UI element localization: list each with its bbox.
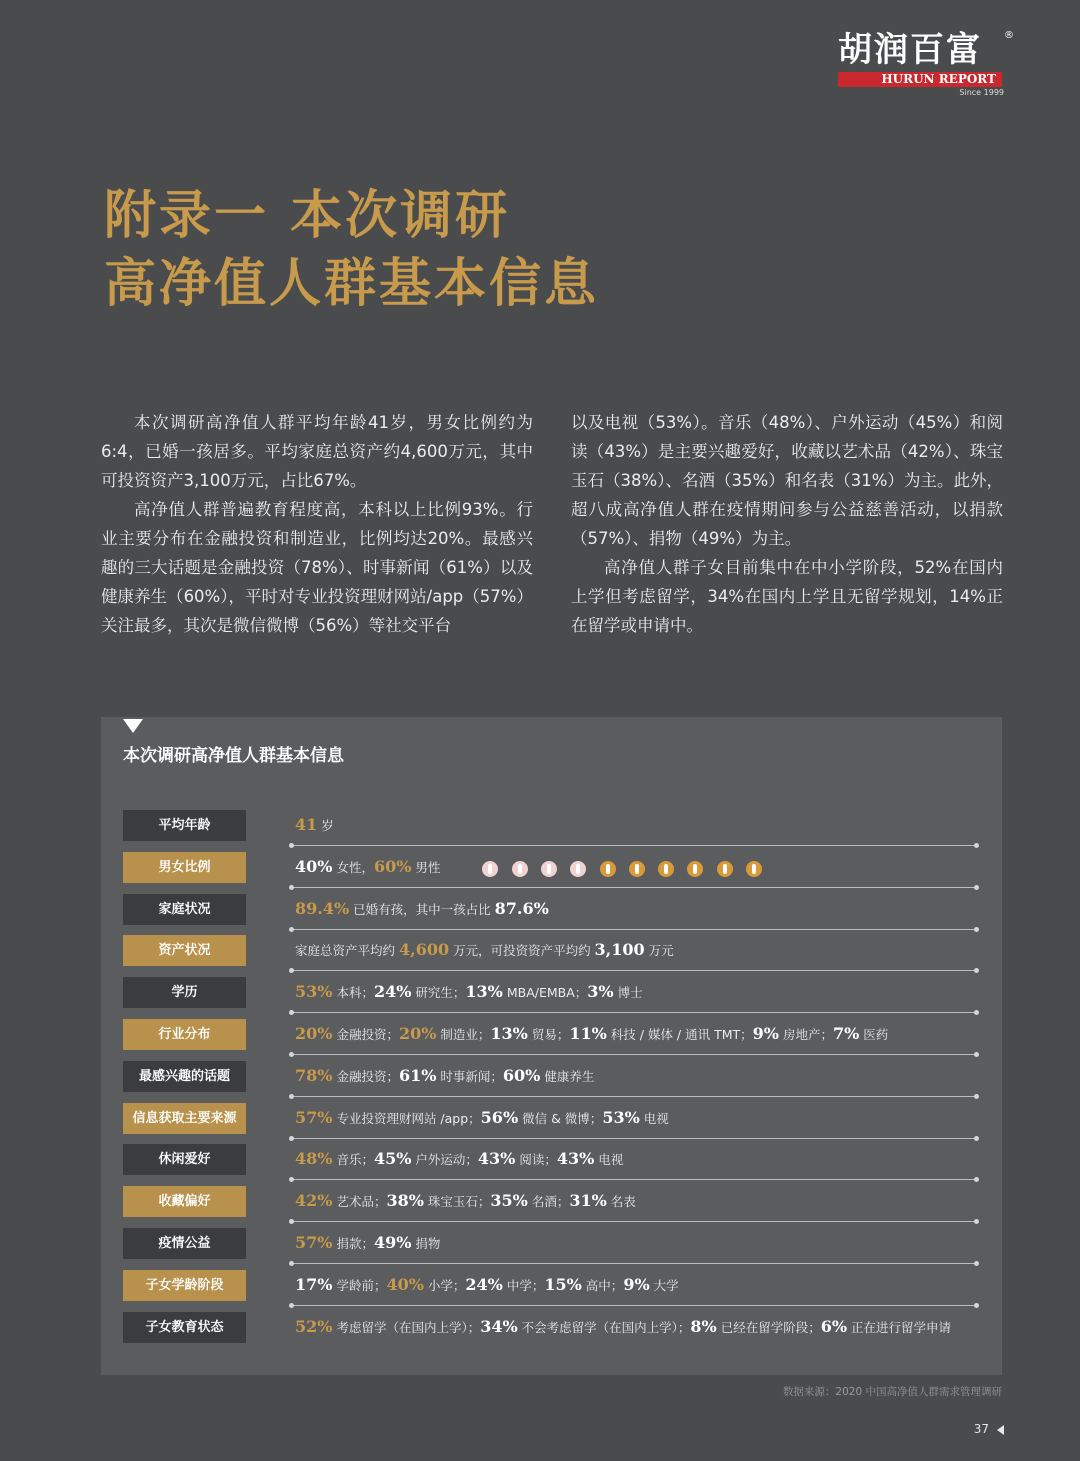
value-number: 40% bbox=[295, 856, 333, 876]
paragraph: 以及电视（53%）。音乐（48%）、户外运动（45%）和阅读（43%）是主要兴趣爱好，收藏以艺术品（42%）、珠宝玉石（38%）、名酒（35%）和名表（31%）为主。此外，超八成高净值人群在疫情期间参与公益慈善活动，以捐款（57%）、捐物（49%）为主。 bbox=[571, 413, 1003, 548]
value-text: 大学 bbox=[649, 1277, 679, 1293]
row-divider bbox=[291, 970, 977, 971]
row-value bbox=[295, 815, 334, 834]
male-person-icon bbox=[658, 861, 674, 877]
value-number: 8% bbox=[690, 1316, 717, 1336]
female-person-icon bbox=[541, 861, 557, 877]
value-number: 3% bbox=[587, 982, 614, 1002]
male-person-icon bbox=[629, 861, 645, 877]
value-number: 31% bbox=[569, 1191, 607, 1211]
value-text: 时事新闻； bbox=[436, 1068, 503, 1084]
male-person-icon bbox=[600, 861, 616, 877]
value-text: 学龄前； bbox=[332, 1277, 387, 1293]
row-divider bbox=[291, 887, 977, 888]
value-text: 微信 & 微博； bbox=[518, 1110, 603, 1126]
value-number: 60% bbox=[373, 856, 412, 876]
value-number: 45% bbox=[373, 1149, 412, 1169]
value-text: 女性， bbox=[332, 859, 374, 875]
row-divider bbox=[291, 1012, 977, 1013]
value-text: 艺术品； bbox=[332, 1194, 387, 1210]
value-text: 科技 / 媒体 / 通讯 TMT； bbox=[606, 1027, 753, 1042]
info-row bbox=[101, 1186, 1002, 1228]
info-panel bbox=[101, 717, 1002, 1375]
value-number: 6% bbox=[820, 1316, 848, 1336]
value-number: 15% bbox=[544, 1274, 582, 1294]
hurun-logo bbox=[838, 30, 1014, 97]
info-row bbox=[101, 935, 1002, 977]
row-label: 子女学龄阶段 bbox=[123, 1270, 246, 1301]
info-row bbox=[101, 1312, 1002, 1354]
value-number: 34% bbox=[480, 1316, 518, 1336]
value-number: 43% bbox=[477, 1149, 516, 1169]
gender-icons bbox=[482, 860, 775, 877]
value-number: 24% bbox=[373, 982, 412, 1002]
row-value bbox=[295, 1066, 594, 1085]
value-text: 金融投资； bbox=[332, 1027, 399, 1042]
info-row bbox=[101, 1228, 1002, 1270]
value-number: 20% bbox=[295, 1024, 333, 1043]
value-text: 考虑留学（在国内上学）； bbox=[332, 1319, 481, 1335]
paragraph: 高净值人群子女目前集中在中小学阶段，52%在国内上学但考虑留学，34%在国内上学且无留学规划，14%正在留学或申请中。 bbox=[571, 558, 1003, 635]
row-value bbox=[295, 899, 549, 918]
logo-registered-mark: ® bbox=[1004, 30, 1014, 41]
row-divider bbox=[291, 1221, 977, 1222]
row-label: 学历 bbox=[123, 977, 246, 1008]
value-text: 医药 bbox=[859, 1027, 889, 1042]
logo-english: HURUN REPORT bbox=[838, 72, 1002, 87]
row-divider bbox=[291, 929, 977, 930]
page-number-text: 37 bbox=[973, 1422, 989, 1436]
value-text: 阅读； bbox=[515, 1152, 557, 1168]
value-number: 4,600 bbox=[398, 940, 450, 960]
value-text: 电视 bbox=[639, 1110, 669, 1126]
male-person-icon bbox=[687, 861, 703, 877]
value-number: 35% bbox=[490, 1191, 528, 1211]
value-text: 高中； bbox=[581, 1277, 624, 1293]
page-number bbox=[974, 1422, 1004, 1436]
value-text: 贸易； bbox=[527, 1027, 570, 1042]
row-label: 子女教育状态 bbox=[123, 1312, 246, 1343]
value-text: 音乐； bbox=[332, 1152, 374, 1168]
panel-title: 本次调研高净值人群基本信息 bbox=[123, 746, 344, 766]
value-number: 9% bbox=[623, 1274, 650, 1294]
female-person-icon bbox=[482, 861, 498, 877]
value-text: 电视 bbox=[594, 1152, 624, 1168]
value-text: 研究生； bbox=[411, 985, 466, 1001]
value-text: 万元，可投资资产平均约 bbox=[449, 943, 595, 959]
value-text: 健康养生 bbox=[540, 1068, 595, 1084]
logo-chinese: 胡润百富 bbox=[838, 30, 982, 70]
row-value bbox=[295, 940, 674, 959]
body-column-left bbox=[101, 408, 533, 640]
row-label: 收藏偏好 bbox=[123, 1186, 246, 1217]
value-number: 42% bbox=[295, 1191, 333, 1211]
row-divider bbox=[291, 845, 977, 846]
value-text: 名酒； bbox=[527, 1194, 570, 1210]
value-text: 家庭总资产平均约 bbox=[295, 943, 399, 959]
value-number: 53% bbox=[295, 982, 333, 1002]
row-divider bbox=[291, 1179, 977, 1180]
body-column-right bbox=[571, 408, 1003, 640]
value-number: 3,100 bbox=[594, 940, 645, 960]
row-label: 休闲爱好 bbox=[123, 1144, 246, 1175]
value-text: 万元 bbox=[644, 943, 674, 959]
value-text: 户外运动； bbox=[411, 1152, 478, 1168]
row-divider bbox=[291, 1096, 977, 1097]
value-number: 48% bbox=[295, 1149, 333, 1169]
info-row bbox=[101, 1103, 1002, 1145]
value-number: 41 bbox=[295, 815, 318, 834]
row-value bbox=[295, 1275, 679, 1294]
value-text: 已婚有孩，其中一孩占比 bbox=[349, 901, 495, 917]
value-text: 珠宝玉石； bbox=[423, 1194, 491, 1210]
row-value bbox=[295, 857, 775, 877]
value-text: 本科； bbox=[332, 985, 374, 1001]
value-text: 捐款； bbox=[332, 1236, 374, 1251]
value-number: 57% bbox=[295, 1107, 333, 1127]
info-row bbox=[101, 810, 1002, 852]
value-number: 13% bbox=[465, 982, 503, 1002]
info-row bbox=[101, 1061, 1002, 1103]
value-number: 17% bbox=[295, 1274, 333, 1294]
female-person-icon bbox=[570, 861, 586, 877]
row-label: 平均年龄 bbox=[123, 810, 246, 841]
row-divider bbox=[291, 1138, 977, 1139]
paragraph: 高净值人群普遍教育程度高，本科以上比例93%。行业主要分布在金融投资和制造业，比例均达20%。最感兴趣的三大话题是金融投资（78%）、时事新闻（61%）以及健康养生（60%），平时对专业投资理财网站/app（57%）关注最多，其次是微信微博（56%）等社交平台 bbox=[101, 500, 533, 635]
value-number: 61% bbox=[398, 1065, 437, 1085]
value-number: 87.6% bbox=[494, 898, 549, 918]
page-arrow-icon bbox=[997, 1425, 1004, 1435]
info-row bbox=[101, 1019, 1002, 1061]
value-text: 捐物 bbox=[411, 1236, 441, 1251]
value-text: 已经在留学阶段； bbox=[716, 1319, 821, 1335]
value-number: 7% bbox=[832, 1024, 860, 1043]
value-text: 房地产； bbox=[779, 1027, 833, 1042]
info-row bbox=[101, 977, 1002, 1019]
value-text: 金融投资； bbox=[332, 1068, 399, 1084]
value-text: 正在进行留学申请 bbox=[847, 1319, 952, 1335]
data-source: 数据来源：2020 中国高净值人群需求管理调研 bbox=[782, 1386, 1002, 1398]
value-text: 专业投资理财网站 /app； bbox=[332, 1110, 481, 1126]
value-text: 制造业； bbox=[436, 1027, 491, 1042]
value-number: 20% bbox=[398, 1024, 437, 1043]
value-number: 78% bbox=[295, 1065, 333, 1085]
value-text: 博士 bbox=[613, 985, 643, 1001]
row-divider bbox=[291, 1305, 977, 1306]
value-number: 53% bbox=[602, 1107, 640, 1127]
value-number: 38% bbox=[386, 1191, 424, 1211]
triangle-marker-icon bbox=[123, 719, 143, 733]
row-label: 信息获取主要来源 bbox=[123, 1103, 246, 1134]
value-text: 男性 bbox=[411, 859, 441, 875]
row-label: 最感兴趣的话题 bbox=[123, 1061, 246, 1092]
value-number: 9% bbox=[752, 1024, 779, 1043]
value-number: 24% bbox=[465, 1274, 503, 1294]
value-text: 岁 bbox=[317, 818, 334, 833]
row-value bbox=[295, 1191, 636, 1210]
row-value bbox=[295, 1108, 669, 1127]
row-label: 男女比例 bbox=[123, 852, 246, 883]
male-person-icon bbox=[746, 861, 762, 877]
title-line-2: 高净值人群基本信息 bbox=[104, 254, 600, 314]
value-number: 49% bbox=[373, 1233, 412, 1252]
value-number: 40% bbox=[386, 1274, 424, 1294]
row-label: 家庭状况 bbox=[123, 894, 246, 925]
row-divider bbox=[291, 1263, 977, 1264]
title-line-1: 附录一 本次调研 bbox=[104, 186, 511, 246]
row-value bbox=[295, 1317, 951, 1336]
paragraph: 本次调研高净值人群平均年龄41岁，男女比例约为6:4，已婚一孩居多。平均家庭总资产约4,600万元，其中可投资资产3,100万元，占比67%。 bbox=[101, 413, 533, 490]
page-title bbox=[104, 182, 599, 318]
row-value bbox=[295, 1024, 888, 1043]
info-row bbox=[101, 1144, 1002, 1186]
value-number: 11% bbox=[569, 1024, 607, 1043]
row-label: 疫情公益 bbox=[123, 1228, 246, 1259]
value-number: 13% bbox=[490, 1024, 528, 1043]
value-number: 43% bbox=[556, 1149, 595, 1169]
row-value bbox=[295, 982, 643, 1001]
value-text: 中学； bbox=[502, 1277, 545, 1293]
row-value bbox=[295, 1149, 623, 1168]
info-row bbox=[101, 1270, 1002, 1312]
row-label: 行业分布 bbox=[123, 1019, 246, 1050]
logo-since: Since 1999 bbox=[959, 88, 1004, 97]
value-text: 名表 bbox=[606, 1194, 636, 1210]
row-label: 资产状况 bbox=[123, 935, 246, 966]
value-number: 60% bbox=[502, 1065, 541, 1085]
value-text: 小学； bbox=[423, 1277, 466, 1293]
value-number: 52% bbox=[295, 1316, 333, 1336]
female-person-icon bbox=[512, 861, 528, 877]
row-divider bbox=[291, 1054, 977, 1055]
info-row bbox=[101, 852, 1002, 894]
value-text: MBA/EMBA； bbox=[502, 985, 588, 1001]
value-number: 56% bbox=[480, 1107, 519, 1127]
row-value bbox=[295, 1233, 440, 1252]
value-number: 57% bbox=[295, 1233, 333, 1252]
male-person-icon bbox=[717, 861, 733, 877]
value-text: 不会考虑留学（在国内上学）； bbox=[517, 1319, 691, 1335]
value-number: 89.4% bbox=[295, 898, 350, 918]
info-row bbox=[101, 894, 1002, 936]
